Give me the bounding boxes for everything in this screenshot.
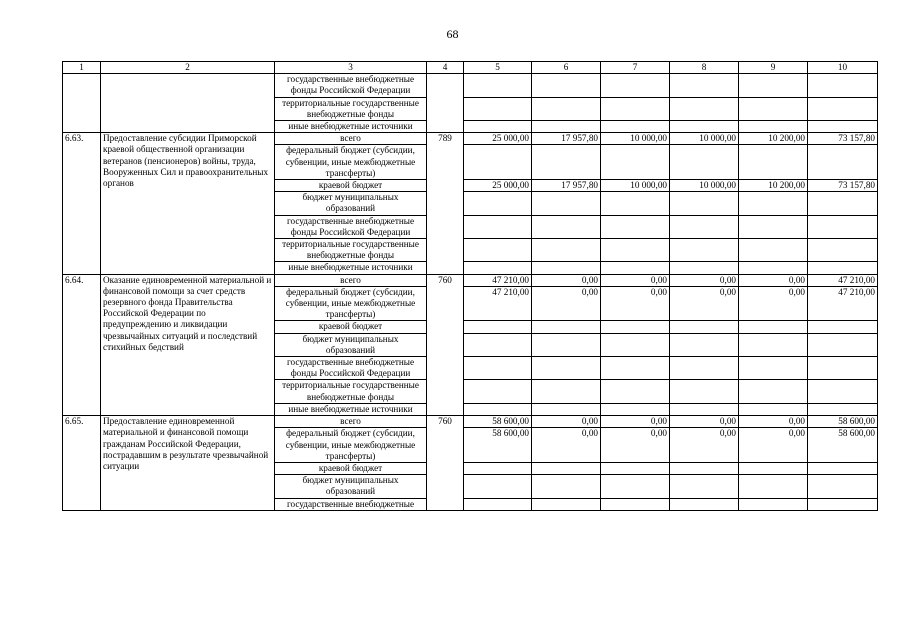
value-cell <box>670 97 739 120</box>
value-cell <box>464 145 532 180</box>
value-cell <box>464 262 532 274</box>
value-cell <box>601 239 670 262</box>
funding-source: федеральный бюджет (субсидии, субвенции, иные межбюджетные трансферты) <box>275 145 427 180</box>
header-row <box>63 62 878 74</box>
code-cell: 760 <box>427 274 464 415</box>
value-cell <box>670 475 739 498</box>
value-cell <box>670 380 739 403</box>
value-cell <box>739 192 808 215</box>
value-cell <box>464 215 532 238</box>
empty-cell <box>63 74 101 133</box>
value-cell <box>601 97 670 120</box>
value-cell <box>739 462 808 474</box>
value-cell <box>532 239 601 262</box>
value-cell <box>532 462 601 474</box>
funding-source: краевой бюджет <box>275 180 427 192</box>
value-cell <box>670 321 739 333</box>
value-cell: 0,00 <box>670 416 739 428</box>
value-cell <box>739 380 808 403</box>
value-cell: 58 600,00 <box>808 416 878 428</box>
value-cell <box>739 121 808 133</box>
value-cell <box>532 121 601 133</box>
value-cell <box>601 262 670 274</box>
column-header: 6 <box>532 62 601 74</box>
funding-source: иные внебюджетные источники <box>275 262 427 274</box>
value-cell <box>532 333 601 356</box>
value-cell <box>808 380 878 403</box>
value-cell <box>464 403 532 415</box>
value-cell <box>601 333 670 356</box>
value-cell <box>670 333 739 356</box>
value-cell <box>464 333 532 356</box>
value-cell <box>739 333 808 356</box>
value-cell: 58 600,00 <box>464 428 532 463</box>
funding-source: территориальные государственные внебюджетные фонды <box>275 97 427 120</box>
value-cell <box>670 215 739 238</box>
value-cell <box>808 321 878 333</box>
value-cell: 0,00 <box>532 428 601 463</box>
funding-source: территориальные государственные внебюджетные фонды <box>275 239 427 262</box>
item-name: Предоставление единовременной материальной и финансовой помощи гражданам Российской Федерации, пострадавшим в результате чрезвычайной ситуации <box>101 416 275 511</box>
value-cell <box>808 262 878 274</box>
value-cell <box>464 74 532 97</box>
funding-source: всего <box>275 133 427 145</box>
value-cell <box>670 74 739 97</box>
item-number: 6.63. <box>63 133 101 274</box>
table-row <box>63 133 878 145</box>
column-header: 2 <box>101 62 275 74</box>
value-cell <box>464 498 532 510</box>
value-cell <box>532 403 601 415</box>
funding-source: государственные внебюджетные <box>275 498 427 510</box>
value-cell <box>808 145 878 180</box>
funding-source: государственные внебюджетные фонды Российской Федерации <box>275 215 427 238</box>
table-row <box>63 274 878 286</box>
value-cell <box>739 475 808 498</box>
value-cell <box>601 74 670 97</box>
funding-source: государственные внебюджетные фонды Российской Федерации <box>275 357 427 380</box>
funding-source: бюджет муниципальных образований <box>275 475 427 498</box>
value-cell <box>601 321 670 333</box>
table-row <box>63 416 878 428</box>
column-header: 10 <box>808 62 878 74</box>
value-cell <box>670 145 739 180</box>
funding-source: иные внебюджетные источники <box>275 121 427 133</box>
value-cell: 17 957,80 <box>532 180 601 192</box>
column-header: 1 <box>63 62 101 74</box>
value-cell: 0,00 <box>670 286 739 321</box>
value-cell <box>532 380 601 403</box>
item-name: Предоставление субсидии Приморской краевой общественной организации ветеранов (пенсионеров) войны, труда, Вооруженных Сил и правоохранительных органов <box>101 133 275 274</box>
value-cell <box>601 475 670 498</box>
value-cell <box>601 145 670 180</box>
funding-source: федеральный бюджет (субсидии, субвенции, иные межбюджетные трансферты) <box>275 428 427 463</box>
empty-cell <box>101 74 275 133</box>
value-cell: 0,00 <box>739 416 808 428</box>
value-cell <box>601 192 670 215</box>
funding-source: краевой бюджет <box>275 321 427 333</box>
page-number: 68 <box>446 27 459 41</box>
value-cell <box>601 215 670 238</box>
value-cell: 47 210,00 <box>464 286 532 321</box>
column-header: 3 <box>275 62 427 74</box>
value-cell <box>464 97 532 120</box>
value-cell: 0,00 <box>601 428 670 463</box>
value-cell: 0,00 <box>532 416 601 428</box>
value-cell <box>808 239 878 262</box>
value-cell <box>601 403 670 415</box>
value-cell <box>670 498 739 510</box>
funding-source: бюджет муниципальных образований <box>275 192 427 215</box>
value-cell: 58 600,00 <box>464 416 532 428</box>
value-cell <box>739 403 808 415</box>
value-cell <box>464 321 532 333</box>
value-cell <box>808 192 878 215</box>
column-header: 7 <box>601 62 670 74</box>
value-cell <box>670 403 739 415</box>
value-cell: 47 210,00 <box>464 274 532 286</box>
value-cell <box>464 239 532 262</box>
value-cell <box>808 357 878 380</box>
value-cell <box>739 498 808 510</box>
value-cell: 17 957,80 <box>532 133 601 145</box>
value-cell <box>601 498 670 510</box>
value-cell: 58 600,00 <box>808 428 878 463</box>
funding-source: государственные внебюджетные фонды Российской Федерации <box>275 74 427 97</box>
value-cell <box>739 262 808 274</box>
value-cell: 10 000,00 <box>670 180 739 192</box>
value-cell: 0,00 <box>601 274 670 286</box>
value-cell: 25 000,00 <box>464 133 532 145</box>
value-cell <box>532 262 601 274</box>
value-cell <box>808 498 878 510</box>
value-cell <box>739 357 808 380</box>
value-cell <box>739 239 808 262</box>
value-cell <box>808 475 878 498</box>
funding-source: бюджет муниципальных образований <box>275 333 427 356</box>
value-cell <box>670 262 739 274</box>
value-cell <box>808 97 878 120</box>
value-cell <box>532 97 601 120</box>
value-cell: 10 200,00 <box>739 133 808 145</box>
code-cell <box>427 74 464 133</box>
value-cell: 47 210,00 <box>808 274 878 286</box>
item-number: 6.64. <box>63 274 101 415</box>
code-cell: 760 <box>427 416 464 511</box>
value-cell <box>808 403 878 415</box>
value-cell <box>532 74 601 97</box>
value-cell <box>601 121 670 133</box>
value-cell <box>670 192 739 215</box>
value-cell <box>464 357 532 380</box>
value-cell <box>601 357 670 380</box>
value-cell <box>670 121 739 133</box>
value-cell: 0,00 <box>739 428 808 463</box>
value-cell <box>808 74 878 97</box>
value-cell: 10 000,00 <box>670 133 739 145</box>
value-cell: 10 200,00 <box>739 180 808 192</box>
column-header: 4 <box>427 62 464 74</box>
value-cell <box>464 121 532 133</box>
value-cell <box>739 145 808 180</box>
value-cell <box>670 239 739 262</box>
column-header: 5 <box>464 62 532 74</box>
value-cell <box>601 462 670 474</box>
column-header: 9 <box>739 62 808 74</box>
value-cell: 25 000,00 <box>464 180 532 192</box>
value-cell: 10 000,00 <box>601 133 670 145</box>
value-cell: 0,00 <box>532 274 601 286</box>
value-cell: 0,00 <box>601 416 670 428</box>
value-cell <box>739 321 808 333</box>
value-cell: 0,00 <box>739 274 808 286</box>
code-cell: 789 <box>427 133 464 274</box>
value-cell <box>464 475 532 498</box>
funding-source: всего <box>275 274 427 286</box>
value-cell <box>808 462 878 474</box>
value-cell <box>670 462 739 474</box>
value-cell <box>532 192 601 215</box>
value-cell: 0,00 <box>601 286 670 321</box>
budget-table <box>62 61 878 511</box>
value-cell <box>670 357 739 380</box>
item-number: 6.65. <box>63 416 101 511</box>
value-cell <box>532 498 601 510</box>
value-cell <box>739 74 808 97</box>
funding-source: иные внебюджетные источники <box>275 403 427 415</box>
column-header: 8 <box>670 62 739 74</box>
value-cell: 73 157,80 <box>808 133 878 145</box>
value-cell <box>532 475 601 498</box>
value-cell: 0,00 <box>670 274 739 286</box>
value-cell <box>464 192 532 215</box>
value-cell: 0,00 <box>532 286 601 321</box>
table-row <box>63 74 878 97</box>
value-cell: 0,00 <box>739 286 808 321</box>
funding-source: краевой бюджет <box>275 462 427 474</box>
funding-source: всего <box>275 416 427 428</box>
value-cell <box>601 380 670 403</box>
item-name: Оказание единовременной материальной и финансовой помощи за счет средств резервного фонда Правительства Российской Федерации по предупреждению и ликвидации чрезвычайных ситуаций и последствий стихийных бедствий <box>101 274 275 415</box>
value-cell: 47 210,00 <box>808 286 878 321</box>
value-cell <box>808 121 878 133</box>
funding-source: федеральный бюджет (субсидии, субвенции, иные межбюджетные трансферты) <box>275 286 427 321</box>
value-cell <box>532 145 601 180</box>
value-cell: 73 157,80 <box>808 180 878 192</box>
value-cell <box>739 97 808 120</box>
value-cell <box>464 462 532 474</box>
value-cell <box>739 215 808 238</box>
value-cell <box>808 333 878 356</box>
value-cell <box>532 321 601 333</box>
value-cell <box>532 215 601 238</box>
value-cell <box>808 215 878 238</box>
value-cell <box>464 380 532 403</box>
value-cell: 0,00 <box>670 428 739 463</box>
value-cell <box>532 357 601 380</box>
value-cell: 10 000,00 <box>601 180 670 192</box>
funding-source: территориальные государственные внебюджетные фонды <box>275 380 427 403</box>
